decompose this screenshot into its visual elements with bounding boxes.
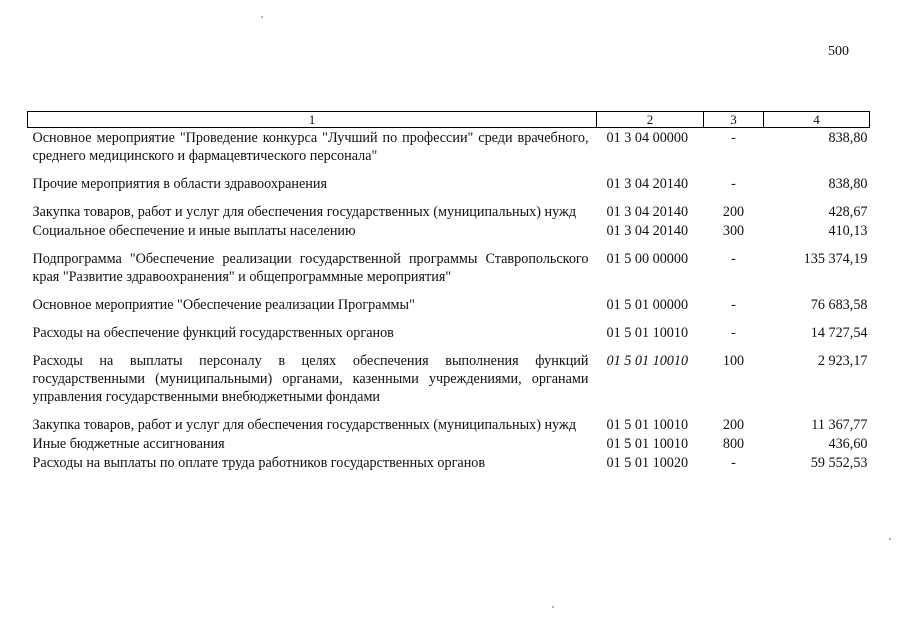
table-row	[28, 193, 870, 221]
row-type: 300	[722, 223, 745, 239]
row-code: 01 3 04 00000	[606, 130, 689, 146]
row-name: Расходы на обеспечение функций государственных органов	[32, 325, 394, 341]
row-code: 01 3 04 20140	[606, 223, 689, 239]
row-type: -	[731, 297, 736, 313]
row-amount: 59 552,53	[810, 455, 868, 471]
scan-speck	[889, 538, 891, 540]
row-amount: 76 683,58	[810, 297, 868, 313]
row-type: 200	[722, 417, 745, 433]
table-row	[28, 453, 870, 472]
scan-speck	[261, 16, 263, 18]
row-name: Расходы на выплаты персоналу в целях обеспечения выполнения функций государственными (муниципальными) органами, казенными учреждениями, органами управления государственными внебюджетными фондами	[32, 353, 589, 405]
row-type: -	[731, 455, 736, 471]
row-name: Основное мероприятие "Обеспечение реализации Программы"	[32, 297, 415, 313]
row-amount: 838,80	[828, 176, 868, 192]
row-name: Социальное обеспечение и иные выплаты населению	[32, 223, 356, 239]
row-type: 800	[722, 436, 745, 452]
row-amount: 14 727,54	[810, 325, 868, 341]
row-type: 200	[722, 204, 745, 220]
row-name: Прочие мероприятия в области здравоохранения	[32, 176, 327, 192]
row-amount: 428,67	[828, 204, 868, 220]
table-row	[28, 314, 870, 342]
table-row	[28, 240, 870, 286]
row-name: Подпрограмма "Обеспечение реализации государственной программы Ставропольского края "Развитие здравоохранения" и общепрограммные мероприятия"	[32, 251, 589, 285]
table-row	[28, 434, 870, 453]
header-col-1: 1	[28, 112, 597, 128]
row-code: 01 3 04 20140	[606, 176, 689, 192]
row-amount: 11 367,77	[811, 417, 868, 433]
row-type: -	[731, 130, 736, 146]
row-name: Иные бюджетные ассигнования	[32, 436, 225, 452]
row-name: Закупка товаров, работ и услуг для обеспечения государственных (муниципальных) нужд	[32, 204, 577, 220]
row-code: 01 5 01 10010	[606, 417, 689, 433]
budget-table	[27, 111, 870, 472]
row-name: Закупка товаров, работ и услуг для обеспечения государственных (муниципальных) нужд	[32, 417, 577, 433]
row-code: 01 5 01 10020	[606, 455, 689, 471]
row-amount: 436,60	[828, 436, 868, 452]
table-header-row	[28, 112, 870, 128]
header-col-4: 4	[764, 112, 870, 128]
row-code: 01 5 01 10010	[606, 436, 689, 452]
table-row	[28, 221, 870, 240]
table-row	[28, 286, 870, 314]
table-row	[28, 406, 870, 434]
row-code: 01 5 01 10010	[606, 353, 689, 369]
row-type: -	[731, 176, 736, 192]
table-row	[28, 342, 870, 406]
row-code: 01 3 04 20140	[606, 204, 689, 220]
header-col-2: 2	[597, 112, 704, 128]
row-code: 01 5 00 00000	[606, 251, 689, 267]
table-row	[28, 128, 870, 166]
row-code: 01 5 01 10010	[606, 325, 689, 341]
row-amount: 2 923,17	[817, 353, 868, 369]
row-type: 100	[722, 353, 745, 369]
table-row	[28, 165, 870, 193]
row-name: Основное мероприятие "Проведение конкурса "Лучший по профессии" среди врачебного, среднего медицинского и фармацевтического персонала"	[32, 130, 589, 164]
row-amount: 410,13	[828, 223, 868, 239]
row-type: -	[731, 325, 736, 341]
row-amount: 135 374,19	[803, 251, 868, 267]
row-code: 01 5 01 00000	[606, 297, 689, 313]
header-col-3: 3	[704, 112, 764, 128]
row-type: -	[731, 251, 736, 267]
row-amount: 838,80	[828, 130, 868, 146]
scan-speck	[552, 606, 554, 608]
row-name: Расходы на выплаты по оплате труда работников государственных органов	[32, 455, 486, 471]
page-number: 500	[828, 44, 849, 59]
